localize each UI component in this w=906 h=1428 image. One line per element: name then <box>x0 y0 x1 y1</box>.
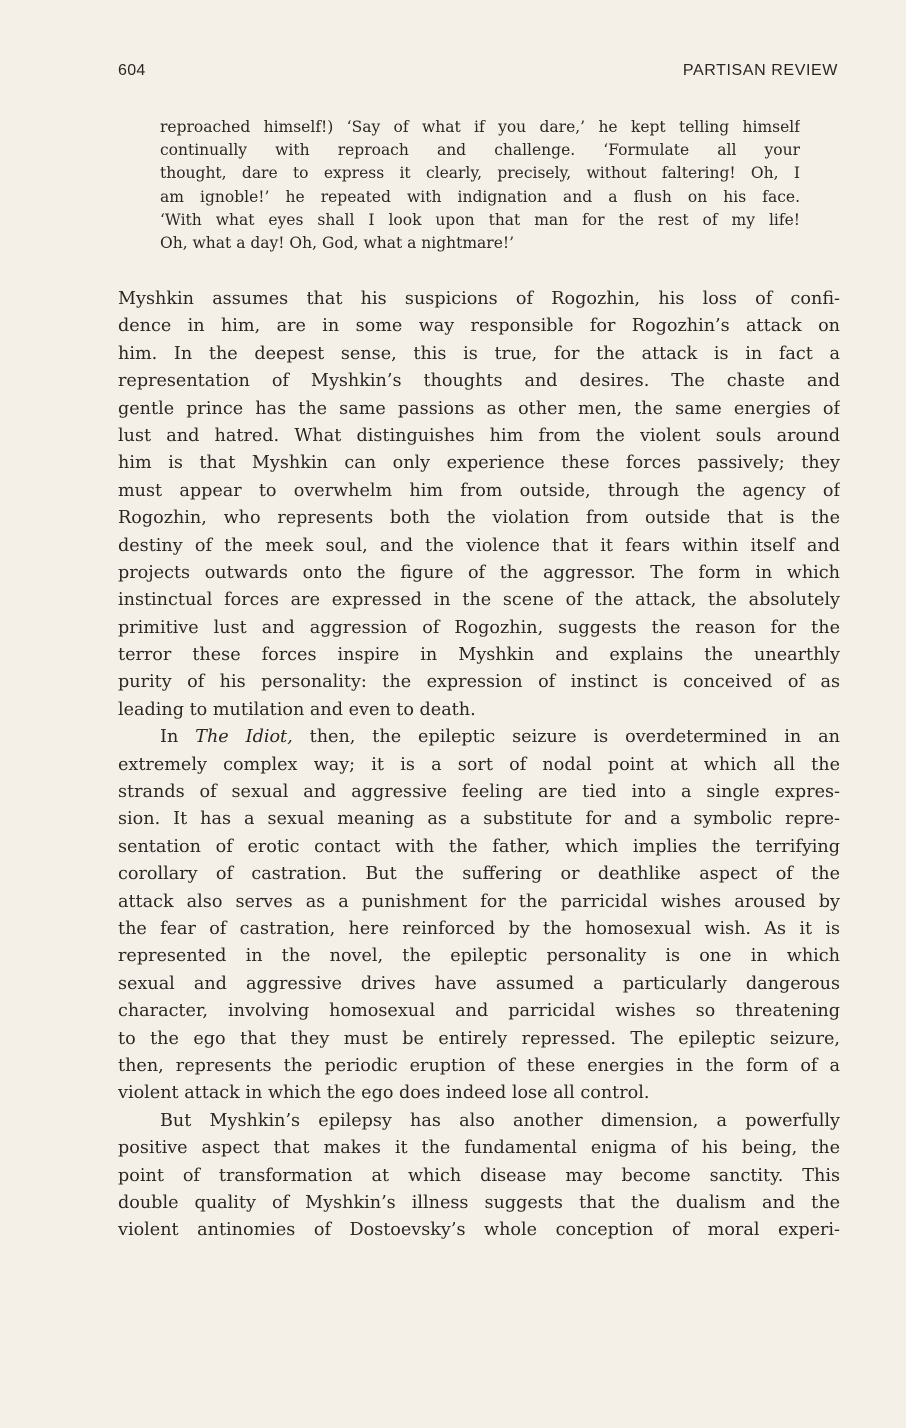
quote-line: thought, dare to express it clearly, precisely, without faltering! Oh, I <box>160 164 800 183</box>
text-line: violent antinomies of Dostoevsky’s whole conception of moral experi- <box>118 1220 840 1241</box>
text-line: him. In the deepest sense, this is true, for the attack is in fact a <box>118 343 840 364</box>
text-line: gentle prince has the same passions as other men, the same energies of <box>118 398 840 419</box>
text-line: sexual and aggressive drives have assumed a particularly dangerous <box>118 973 840 994</box>
text-line: terror these forces inspire in Myshkin and explains the unearthly <box>118 645 840 666</box>
quote-line: Oh, what a day! Oh, God, what a nightmare!’ <box>160 234 515 253</box>
text-line: must appear to overwhelm him from outside, through the agency of <box>118 480 840 501</box>
text-line: projects outwards onto the figure of the aggressor. The form in which <box>118 562 840 583</box>
text-line: character, involving homosexual and parricidal wishes so threatening <box>118 1001 840 1022</box>
running-head <box>118 62 838 84</box>
text-line: destiny of the meek soul, and the violence that it fears within itself and <box>118 535 840 556</box>
text-line: sentation of erotic contact with the father, which implies the terrifying <box>118 836 840 857</box>
text-line <box>118 724 840 751</box>
text-line: extremely complex way; it is a sort of nodal point at which all the <box>118 754 840 775</box>
text-line: positive aspect that makes it the fundamental enigma of his being, the <box>118 1138 840 1159</box>
text-line: strands of sexual and aggressive feeling are tied into a single expres- <box>118 782 840 803</box>
text-line: representation of Myshkin’s thoughts and desires. The chaste and <box>118 371 840 392</box>
text-line: instinctual forces are expressed in the scene of the attack, the absolutely <box>118 590 840 611</box>
quote-line: continually with reproach and challenge. ‘Formulate all your <box>160 141 800 160</box>
text-line: represented in the novel, the epileptic personality is one in which <box>118 946 840 967</box>
body-text <box>118 286 840 1245</box>
quote-line: ‘With what eyes shall I look upon that man for the rest of my life! <box>160 210 800 229</box>
text-line: him is that Myshkin can only experience these forces passively; they <box>118 453 840 474</box>
paragraph-1 <box>118 286 840 724</box>
journal-title: PARTISAN REVIEW <box>682 62 838 79</box>
text-line: attack also serves as a punishment for the parricidal wishes aroused by <box>118 891 840 912</box>
text-line: then, represents the periodic eruption of these energies in the form of a <box>118 1055 840 1076</box>
page-number: 604 <box>118 62 146 79</box>
text-line: to the ego that they must be entirely repressed. The epileptic seizure, <box>118 1028 840 1049</box>
book-title: The Idiot, <box>195 727 293 748</box>
text-line: sion. It has a sexual meaning as a substitute for and a symbolic repre- <box>118 809 840 830</box>
text-fragment: In <box>160 727 196 748</box>
text-line: purity of his personality: the expression of instinct is conceived of as <box>118 672 840 693</box>
text-line: double quality of Myshkin’s illness suggests that the dualism and the <box>118 1192 840 1213</box>
text-line: leading to mutilation and even to death. <box>118 699 476 720</box>
text-line: Rogozhin, who represents both the violation from outside that is the <box>118 508 840 529</box>
text-line: lust and hatred. What distinguishes him from the violent souls around <box>118 425 840 446</box>
paragraph-3 <box>118 1108 840 1245</box>
text-fragment: then, the epileptic seizure is overdetermined in an <box>292 727 840 748</box>
text-line: corollary of castration. But the suffering or deathlike aspect of the <box>118 864 840 885</box>
text-line: point of transformation at which disease may become sanctity. This <box>118 1165 840 1186</box>
text-line: the fear of castration, here reinforced by the homosexual wish. As it is <box>118 918 840 939</box>
paragraph-2 <box>118 724 840 1107</box>
text-line: But Myshkin’s epilepsy has also another dimension, a powerfully <box>160 1110 840 1131</box>
text-line: primitive lust and aggression of Rogozhin, suggests the reason for the <box>118 617 840 638</box>
quote-line: reproached himself!) ‘Say of what if you dare,’ he kept telling himself <box>160 118 800 136</box>
quote-line: am ignoble!’ he repeated with indignation and a flush on his face. <box>160 187 800 206</box>
text-line: violent attack in which the ego does indeed lose all control. <box>118 1083 650 1104</box>
text-line: Myshkin assumes that his suspicions of Rogozhin, his loss of confi- <box>118 289 840 309</box>
text-line: dence in him, are in some way responsible for Rogozhin’s attack on <box>118 316 840 337</box>
block-quote <box>160 116 800 255</box>
